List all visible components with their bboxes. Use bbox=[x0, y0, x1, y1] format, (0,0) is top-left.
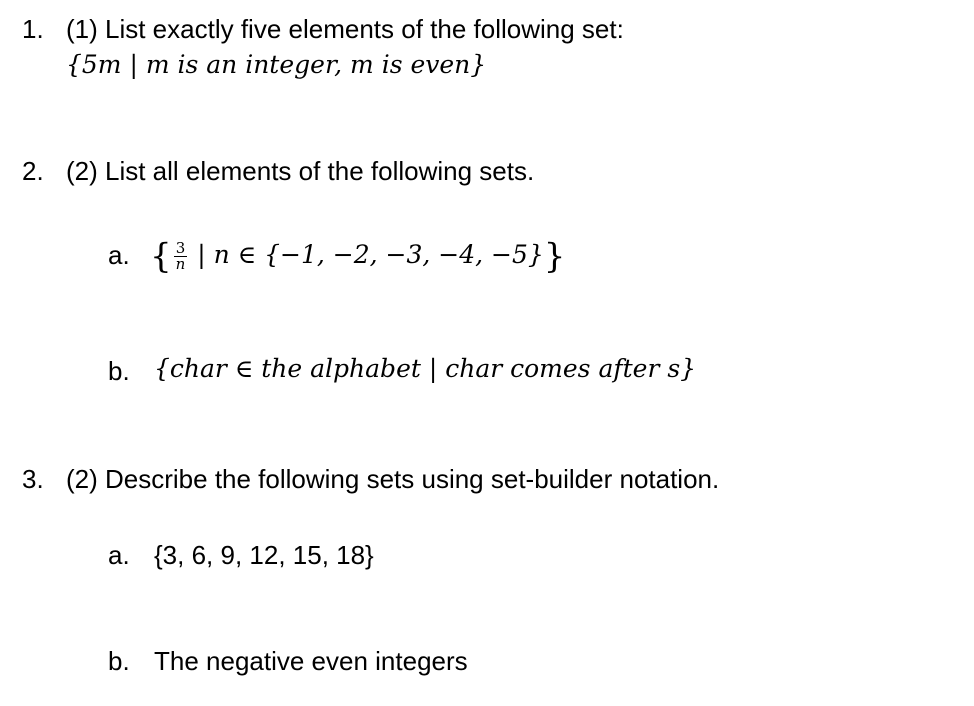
question-1-number: 1. bbox=[22, 14, 44, 44]
open-brace: { bbox=[150, 236, 172, 277]
question-1-set: {5m | m is an integer, m is even} bbox=[66, 50, 487, 79]
fraction-numerator: 3 bbox=[174, 241, 188, 257]
question-2-text: (2) List all elements of the following sets. bbox=[66, 156, 535, 186]
fraction bbox=[174, 241, 188, 272]
question-3-text: (2) Describe the following sets using set-builder notation. bbox=[66, 464, 720, 494]
question-3a-label: a. bbox=[108, 540, 130, 570]
question-3-number: 3. bbox=[22, 464, 44, 494]
fraction-denominator: n bbox=[175, 255, 186, 273]
close-brace: } bbox=[543, 236, 566, 277]
question-2a-label: a. bbox=[108, 240, 130, 270]
question-1-text: (1) List exactly five elements of the following set: bbox=[66, 14, 624, 44]
question-3a-set: {3, 6, 9, 12, 15, 18} bbox=[154, 540, 374, 570]
question-2b-set: {char ∈ the alphabet | char comes after s} bbox=[154, 354, 697, 383]
question-2-number: 2. bbox=[22, 156, 44, 186]
question-2a-condition: | n ∈ {−1, −2, −3, −4, −5} bbox=[189, 240, 544, 269]
question-3b-text: The negative even integers bbox=[154, 646, 468, 676]
question-2b-label: b. bbox=[108, 356, 130, 386]
question-3b-label: b. bbox=[108, 646, 130, 676]
question-2a-set bbox=[150, 236, 566, 277]
